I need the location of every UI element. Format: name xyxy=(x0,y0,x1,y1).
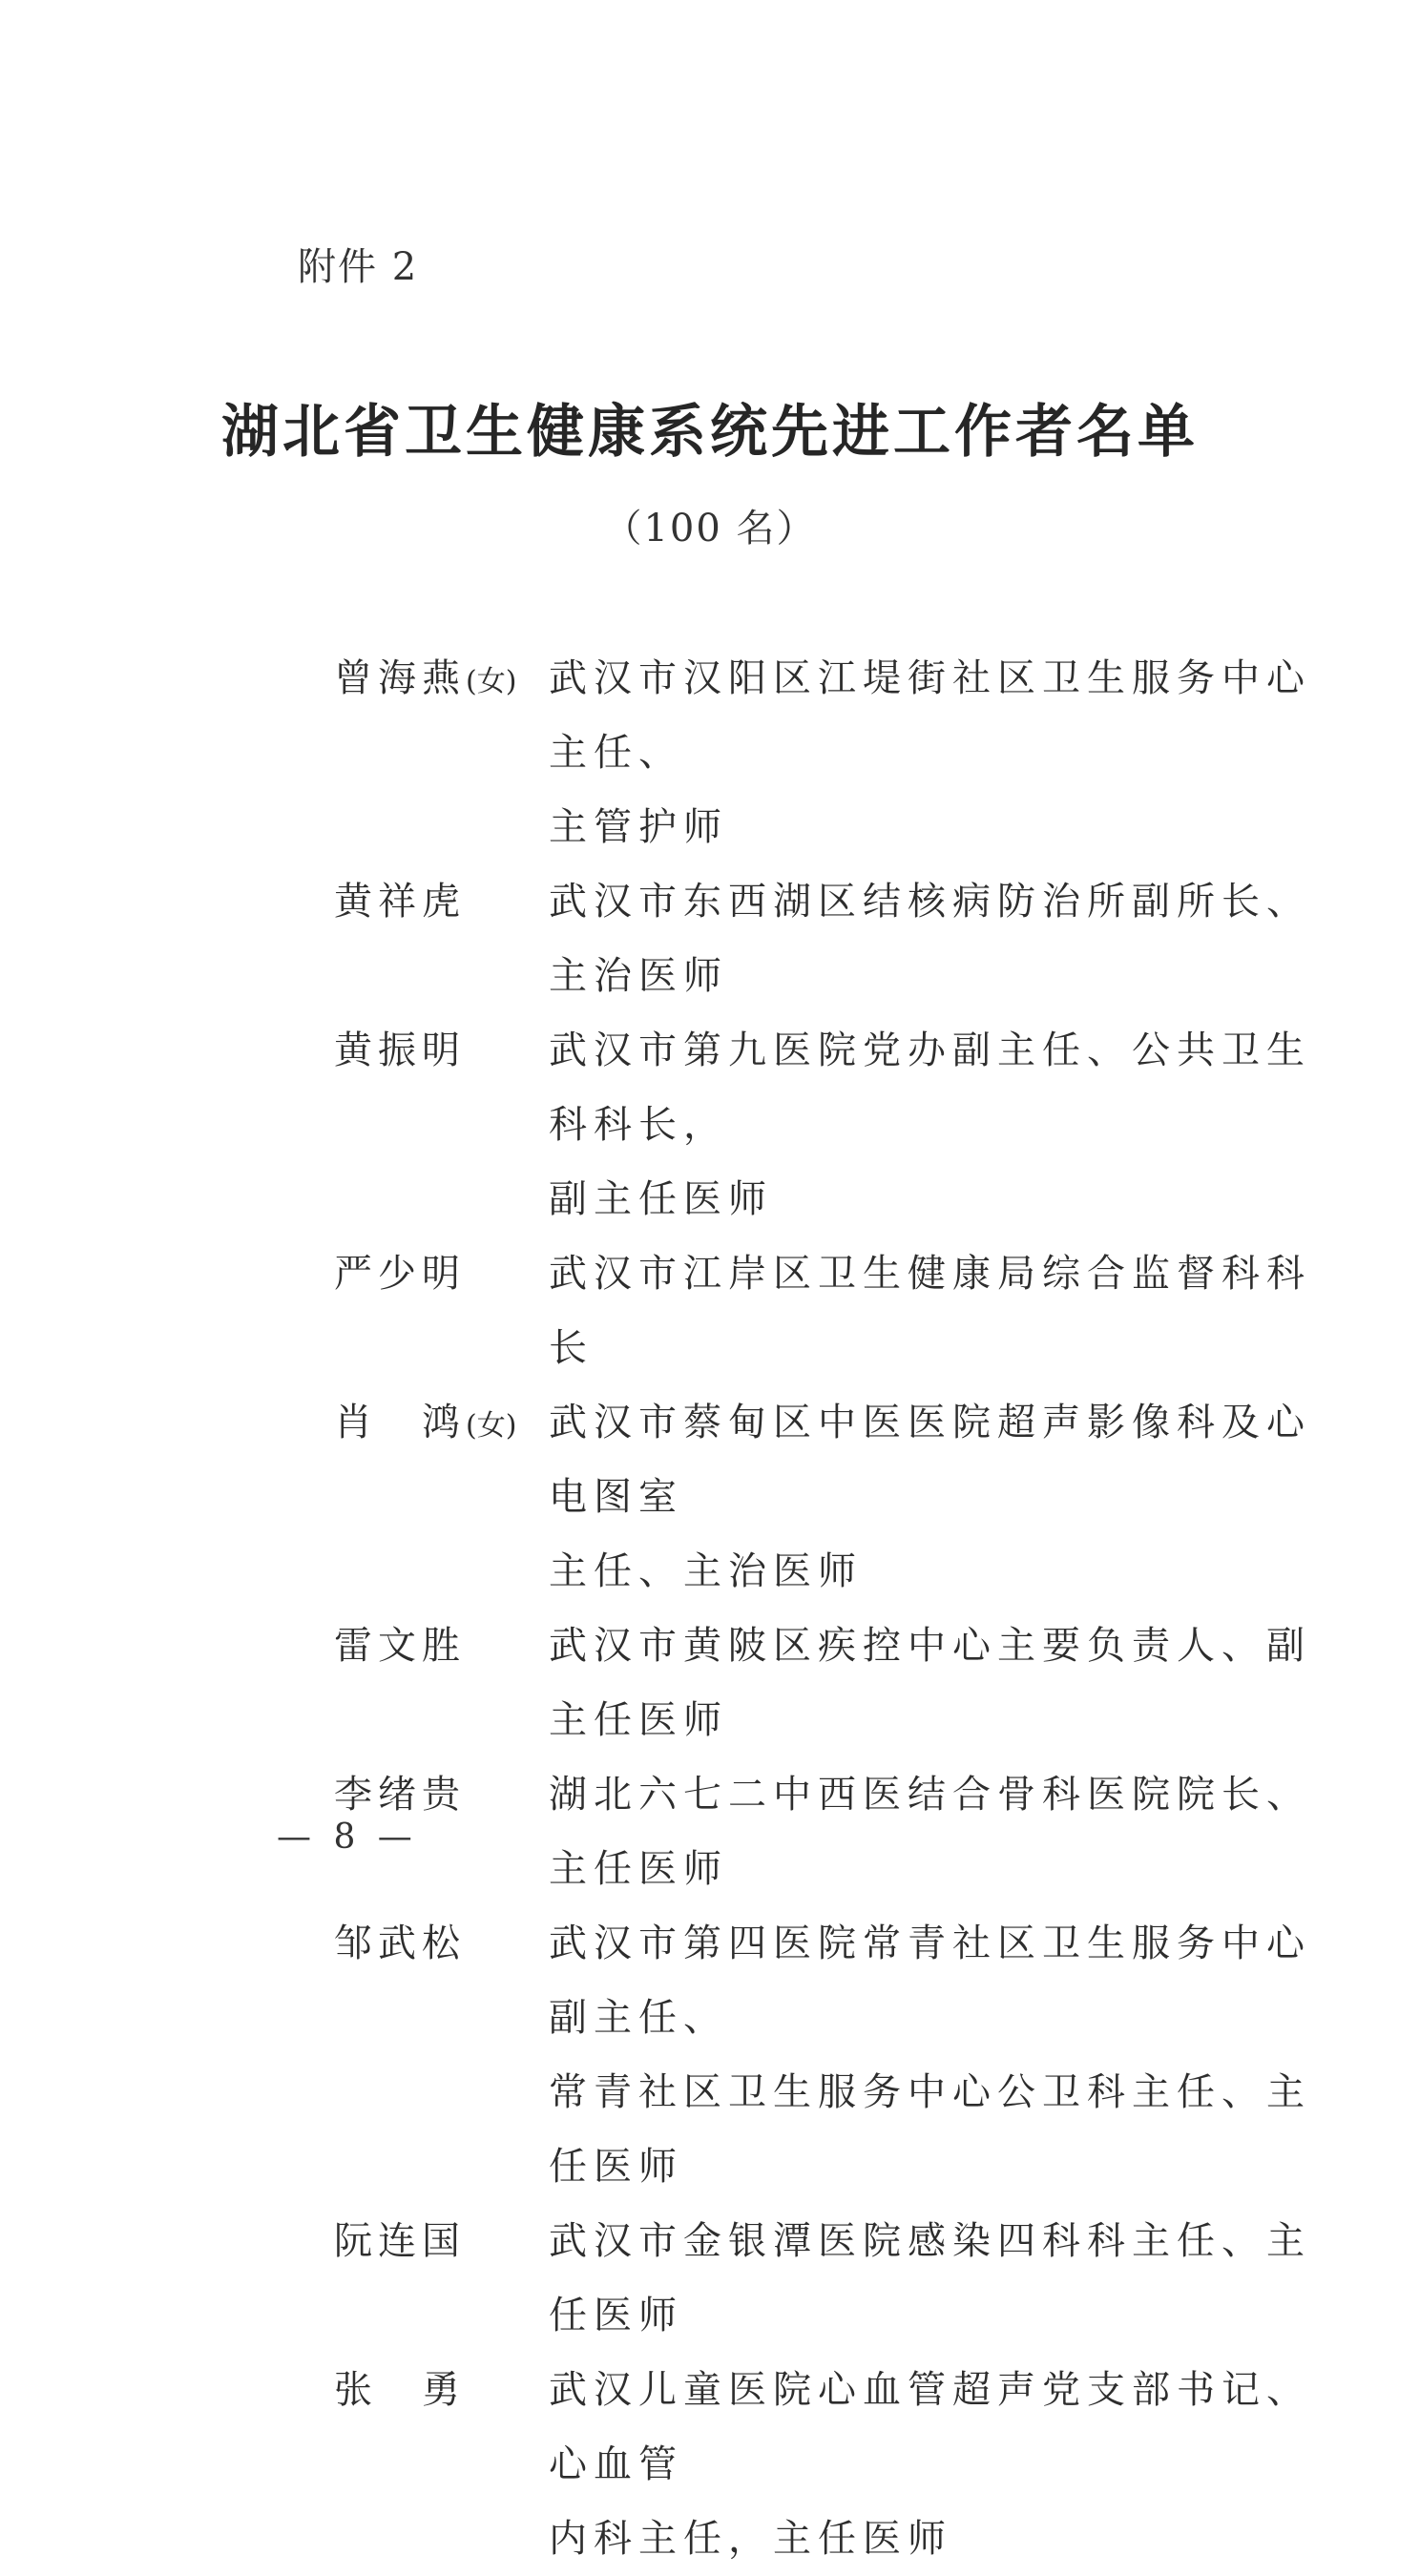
gender-tag: (女) xyxy=(466,1409,517,1443)
list-item xyxy=(334,1385,1346,1609)
recipient-name xyxy=(334,1609,549,1687)
gender-tag: (女) xyxy=(466,665,517,698)
recipient-description: 湖北六七二中西医结合骨科医院院长、主任医师 xyxy=(549,1773,1311,1891)
recipient-description: 武汉市江岸区卫生健康局综合监督科科长 xyxy=(549,1252,1311,1370)
name-text: 阮连国 xyxy=(334,2219,466,2263)
name-text: 肖 鸿 xyxy=(334,1401,466,1444)
recipient-list xyxy=(334,641,1346,2576)
recipient-name xyxy=(334,1906,549,1984)
recipient-name xyxy=(334,641,549,719)
list-item xyxy=(334,2204,1346,2353)
attachment-label: 附件 2 xyxy=(298,245,419,289)
recipient-description: 武汉市黄陂区疾控中心主要负责人、副主任医师 xyxy=(549,1624,1311,1742)
list-item xyxy=(334,1013,1346,1236)
list-item xyxy=(334,2353,1346,2576)
recipient-description: 武汉市蔡甸区中医医院超声影像科及心电图室 主任、主治医师 xyxy=(549,1401,1311,1593)
name-text: 严少明 xyxy=(334,1252,466,1296)
recipient-description: 武汉市汉阳区江堤街社区卫生服务中心主任、 主管护师 xyxy=(549,656,1311,849)
list-item xyxy=(334,864,1346,1013)
list-item xyxy=(334,1609,1346,1757)
document-title: 湖北省卫生健康系统先进工作者名单 xyxy=(221,399,1199,466)
recipient-description: 武汉儿童医院心血管超声党支部书记、心血管 内科主任，主任医师 xyxy=(549,2368,1311,2561)
list-item xyxy=(334,1236,1346,1385)
recipient-description: 武汉市第四医院常青社区卫生服务中心副主任、 常青社区卫生服务中心公卫科主任、主任医师 xyxy=(549,1922,1311,2189)
recipient-name xyxy=(334,2353,549,2431)
recipient-count: （100 名） xyxy=(603,507,817,551)
name-text: 曾海燕 xyxy=(334,656,466,700)
page-number: — 8 — xyxy=(277,1818,418,1857)
name-text: 李绪贵 xyxy=(334,1773,466,1817)
name-text: 邹武松 xyxy=(334,1922,466,1965)
list-item xyxy=(334,1906,1346,2204)
name-text: 雷文胜 xyxy=(334,1624,466,1668)
recipient-name xyxy=(334,2204,549,2282)
list-item xyxy=(334,1757,1346,1906)
name-text: 黄振明 xyxy=(334,1028,466,1072)
recipient-name xyxy=(334,1385,549,1464)
recipient-description: 武汉市第九医院党办副主任、公共卫生科科长， 副主任医师 xyxy=(549,1028,1311,1221)
recipient-description: 武汉市金银潭医院感染四科科主任、主任医师 xyxy=(549,2219,1311,2337)
name-text: 张 勇 xyxy=(334,2368,466,2412)
recipient-description: 武汉市东西湖区结核病防治所副所长、主治医师 xyxy=(549,880,1311,998)
recipient-name xyxy=(334,864,549,943)
recipient-name xyxy=(334,1236,549,1315)
recipient-name xyxy=(334,1013,549,1091)
list-item xyxy=(334,641,1346,864)
name-text: 黄祥虎 xyxy=(334,880,466,924)
